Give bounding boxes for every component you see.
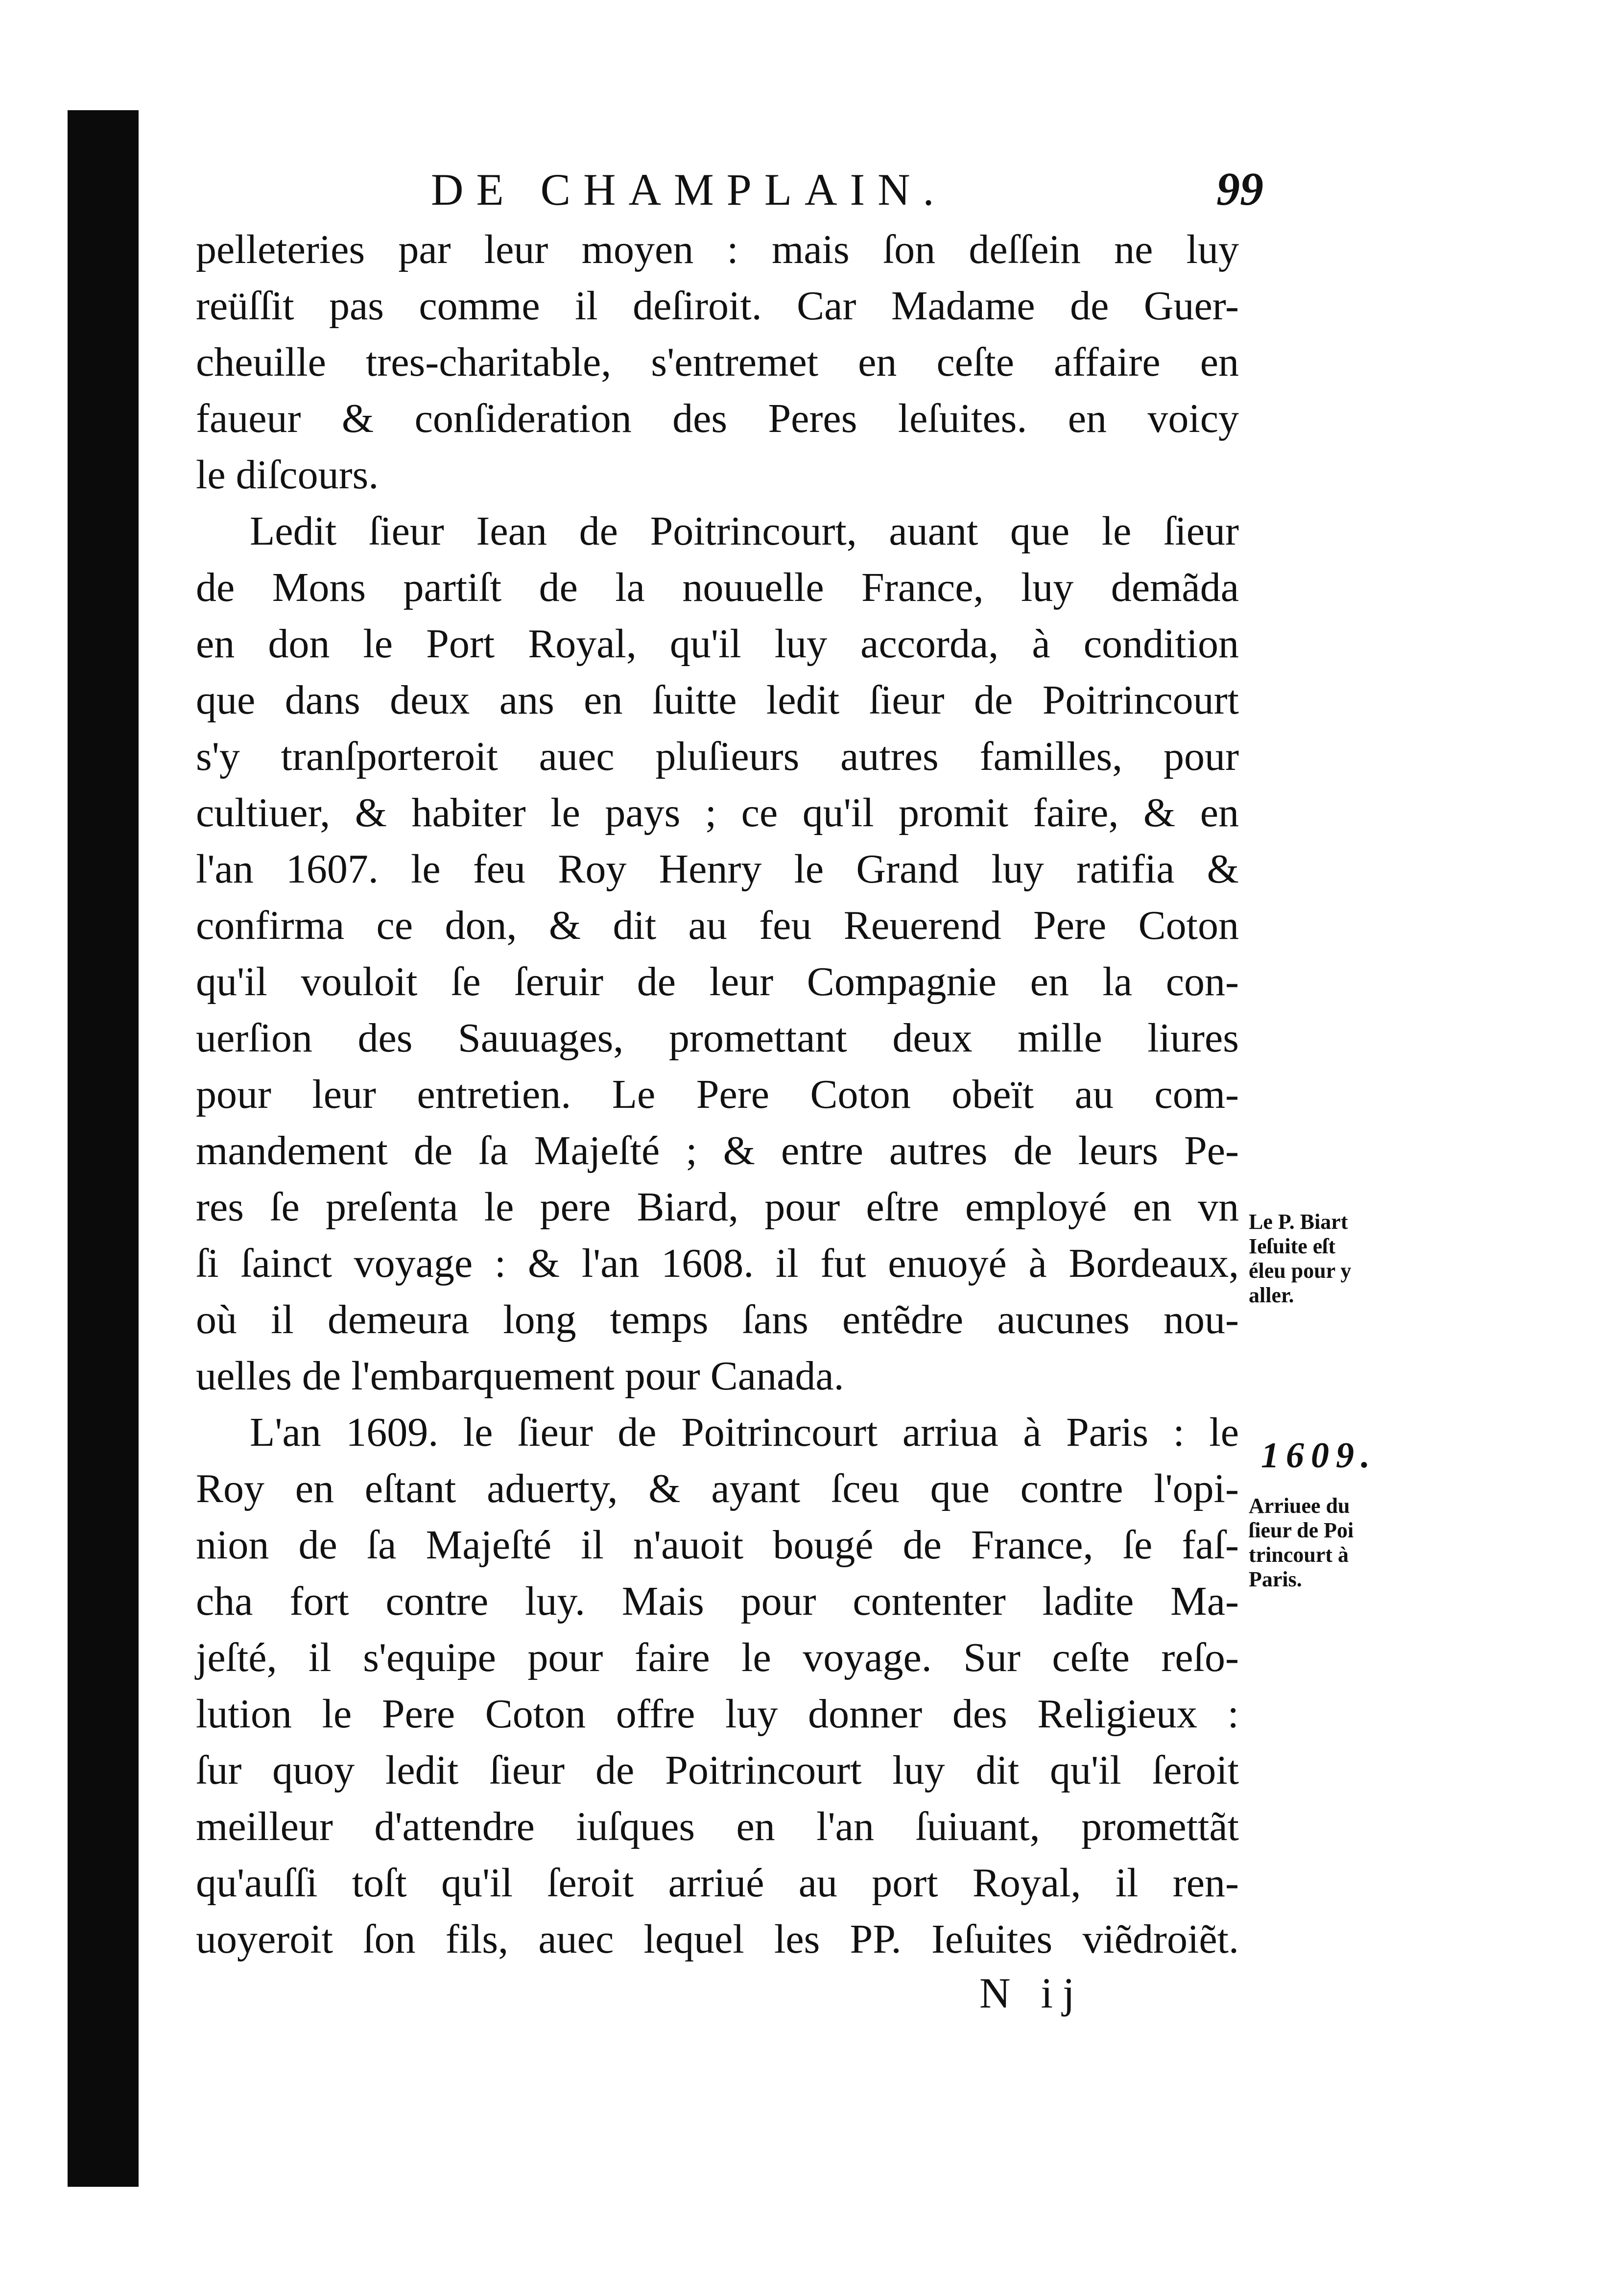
text-line: pelleteries par leur moyen : mais ſon deſſein ne luy	[196, 227, 1239, 272]
text-line: que dans deux ans en ſuitte ledit ſieur de Poitrincourt	[196, 677, 1239, 723]
text-line: confirma ce don, & dit au feu Reuerend Pere Coton	[196, 903, 1239, 948]
running-head: DE CHAMPLAIN.	[431, 165, 947, 215]
margin-note-line: Paris.	[1249, 1567, 1302, 1591]
text-line: lution le Pere Coton offre luy donner des Religieux :	[196, 1691, 1239, 1737]
margin-note-line: éleu pour y	[1249, 1259, 1352, 1283]
page-header	[431, 162, 1263, 225]
page-number: 99	[1216, 163, 1263, 215]
binding-shadow	[68, 110, 139, 2187]
text-line: nion de ſa Majeſté il n'auoit bougé de France, ſe faſ-	[196, 1522, 1239, 1568]
text-line: en don le Port Royal, qu'il luy accorda, à condition	[196, 621, 1239, 667]
text-line: meilleur d'attendre iuſques en l'an ſuiuant, promettãt	[196, 1804, 1239, 1849]
text-line: jeſté, il s'equipe pour faire le voyage. Sur ceſte reſo-	[196, 1635, 1239, 1680]
margin-note-biard	[1249, 1210, 1415, 1308]
text-line: cha fort contre luy. Mais pour contenter ladite Ma-	[196, 1578, 1239, 1624]
text-line: ſur quoy ledit ſieur de Poitrincourt luy dit qu'il ſeroit	[196, 1747, 1239, 1793]
text-line: cultiuer, & habiter le pays ; ce qu'il promit faire, & en	[196, 790, 1239, 836]
margin-note-line: Arriuee du	[1249, 1494, 1350, 1518]
text-line: uerſion des Sauuages, promettant deux mille liures	[196, 1015, 1239, 1061]
text-line: qu'auſſi toſt qu'il ſeroit arriué au port Royal, il ren-	[196, 1860, 1239, 1906]
margin-note-line: Ieſuite eſt	[1249, 1234, 1336, 1258]
paragraph-3	[196, 1404, 1239, 1967]
text-line: pour leur entretien. Le Pere Coton obeït au com-	[196, 1072, 1239, 1117]
text-line: mandement de ſa Majeſté ; & entre autres de leurs Pe-	[196, 1128, 1239, 1173]
text-line: uelles de l'embarquement pour Canada.	[196, 1353, 844, 1399]
paragraph-2	[196, 503, 1239, 1404]
text-line: Ledit ſieur Iean de Poitrincourt, auant que le ſieur	[250, 508, 1239, 554]
main-text	[196, 221, 1239, 1967]
text-line: ſi ſainct voyage : & l'an 1608. il fut enuoyé à Bordeaux,	[196, 1241, 1239, 1286]
text-line: s'y tranſporteroit auec pluſieurs autres familles, pour	[196, 734, 1239, 779]
signature-mark: N ij	[979, 1970, 1085, 2017]
margin-note-line: aller.	[1249, 1283, 1294, 1307]
margin-note-line: Le P. Biart	[1249, 1210, 1348, 1234]
margin-note-arrival	[1249, 1494, 1415, 1592]
margin-note-line: ſieur de Poi	[1249, 1518, 1354, 1542]
text-line: de Mons partiſt de la nouuelle France, luy demãda	[196, 565, 1239, 610]
margin-year: 1609.	[1261, 1435, 1377, 1476]
margin-note-line: trincourt à	[1249, 1543, 1349, 1567]
text-line: reüſſit pas comme il deſiroit. Car Madame de Guer-	[196, 283, 1239, 329]
text-line: res ſe preſenta le pere Biard, pour eſtre employé en vn	[196, 1184, 1239, 1230]
text-line: uoyeroit ſon fils, auec lequel les PP. Ieſuites viẽdroiẽt.	[196, 1916, 1239, 1962]
text-line: Roy en eſtant aduerty, & ayant ſceu que contre l'opi-	[196, 1466, 1239, 1511]
text-line: l'an 1607. le feu Roy Henry le Grand luy ratifia &	[196, 846, 1239, 892]
text-line: qu'il vouloit ſe ſeruir de leur Compagnie en la con-	[196, 959, 1239, 1004]
text-line: le diſcours.	[196, 452, 379, 498]
text-line: où il demeura long temps ſans entẽdre aucunes nou-	[196, 1297, 1239, 1342]
text-line: faueur & conſideration des Peres leſuites. en voicy	[196, 396, 1239, 441]
text-line: L'an 1609. le ſieur de Poitrincourt arriua à Paris : le	[250, 1410, 1239, 1455]
paragraph-1	[196, 221, 1239, 503]
text-line: cheuille tres-charitable, s'entremet en ceſte affaire en	[196, 339, 1239, 385]
